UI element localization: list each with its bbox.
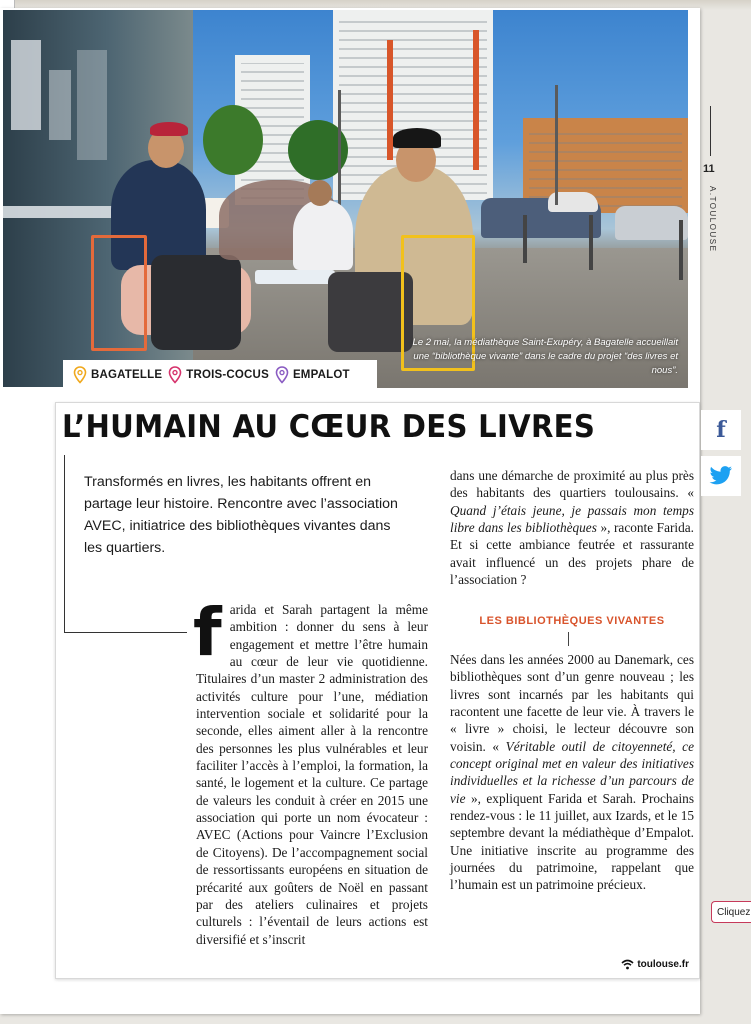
brand-footer[interactable]: [621, 959, 689, 970]
facebook-share-button[interactable]: [701, 410, 741, 450]
map-pin-icon: [73, 366, 87, 384]
twitter-icon: [709, 466, 733, 486]
location-trois-cocus[interactable]: [168, 366, 269, 384]
map-pin-icon: [168, 366, 182, 384]
drop-cap: f: [193, 594, 222, 671]
photo-caption: Le 2 mai, la médiathèque Saint-Exupéry, à Bagatelle accueillait une “bibliothèque vivante” dans le cadre du projet “des livres et nous”.: [412, 337, 678, 376]
quote: Quand j’étais jeune, je passais mon temps libre dans les bibliothèques: [450, 502, 694, 536]
location-label: TROIS-COCUS: [186, 368, 269, 381]
map-pin-icon: [275, 366, 289, 384]
twitter-share-button[interactable]: [701, 456, 741, 496]
wifi-icon: [621, 959, 634, 970]
article-column-1: [193, 594, 428, 971]
section-subheading: LES BIBLIOTHÈQUES VIVANTES: [479, 615, 665, 627]
article-photo: [3, 10, 688, 387]
click-tooltip[interactable]: Cliquez: [711, 901, 751, 923]
location-empalot[interactable]: [275, 366, 350, 384]
article-card: [55, 402, 700, 979]
article-lead: Transformés en livres, les habitants offrent en partage leur histoire. Rencontre avec l’association AVEC, initiatrice des bibliothèques vivantes dans les quartiers.: [84, 474, 398, 556]
lead-rule-horizontal: [64, 632, 187, 633]
article-headline: L’HUMAIN AU CŒUR DES LIVRES: [62, 409, 596, 445]
quote: Véritable outil de citoyenneté, ce concept original met en valeur des initiatives individuelles et la richesse d’un parcours de vie: [450, 738, 694, 806]
body-paragraph: arida et Sarah partagent la même ambition : donner du sens à leur engagement et mettre l’être humain au cœur de leur vie quotidienne. Titulaires d’un master 2 administration des activités culture pour l’une, médiation intervention sociale et solidarité pour la seconde, elles aiment aller à la rencontre des personnes les plus vulnérables et leur faciliter l’accès à l’emploi, la formation, la santé, le logement et la culture. Ce partage de valeurs les conduit à créer en 2015 une association qui porte un nom évocateur : AVEC (Actions pour Vaincre l’Exclusion de Citoyens). De l’accompagnement social de ressortissants européens en situation de précarité aux goûters de Noël en passant par des ateliers culinaires et projets culturels : l’éventail de leurs actions est diversifié et s’inscrit: [196, 602, 428, 947]
location-label: BAGATELLE: [91, 368, 163, 381]
article-column-2-top: [450, 467, 694, 588]
article-column-2-bottom: [450, 651, 694, 894]
body-paragraph: dans une démarche de proximité au plus près des habitants des quartiers toulousains. « Quand j’étais jeune, je passais mon temps libre dans les bibliothèques », raconte Farida. Et si cette ambiance feutrée et rassurante avait influencé un des projets phare de l’association ?: [450, 468, 694, 588]
location-bagatelle[interactable]: [73, 366, 162, 384]
page-number: 11: [703, 163, 715, 175]
location-label: EMPALOT: [292, 368, 350, 381]
location-bar: [63, 360, 377, 389]
page-number-rule: [710, 106, 711, 156]
photo-credit: A.TOULOUSE: [708, 186, 717, 253]
lead-rule-vertical: [64, 455, 65, 632]
facebook-icon: f: [716, 417, 726, 443]
subheading-rule: [568, 632, 569, 646]
brand-label: toulouse.fr: [637, 959, 689, 970]
body-paragraph: Nées dans les années 2000 au Danemark, ces bibliothèques sont d’un genre nouveau ; les livres sont incarnés par les habitants qui racontent une facette de leur vie. À travers le « livre » choisi, le lecteur découvre son voisin. « Véritable outil de citoyenneté, ce concept original met en valeur des initiatives individuelles et la richesse d’un parcours de vie », expliquent Farida et Sarah. Prochains rendez-vous : le 11 juillet, aux Izards, et le 15 septembre devant la médiathèque d’Empalot. Une initiative inscrite au programme des journées du patrimoine, rappelant que l’humain est un patrimoine précieux.: [450, 652, 694, 893]
photo-table: [255, 270, 335, 284]
